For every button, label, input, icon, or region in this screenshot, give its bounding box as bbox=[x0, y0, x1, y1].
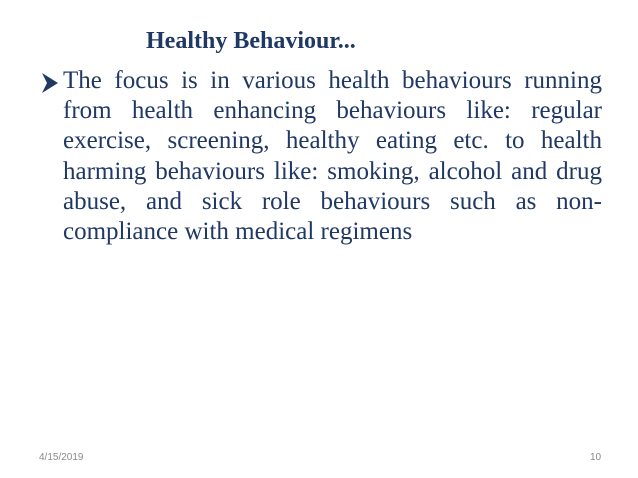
arrowhead-bullet-icon bbox=[40, 72, 60, 94]
page-number: 10 bbox=[590, 452, 602, 463]
bullet-text: The focus is in various health behaviours running from health enhancing behaviours like: regular exercise, screening, healthy eating etc. to health harming behaviours like: smoking, alcohol and drug abuse, and sick role behaviours such as non-compliance with medical regimens bbox=[63, 67, 602, 246]
bullet-item bbox=[40, 66, 602, 247]
footer-date: 4/15/2019 bbox=[39, 452, 84, 463]
slide-title: Healthy Behaviour... bbox=[146, 28, 356, 54]
